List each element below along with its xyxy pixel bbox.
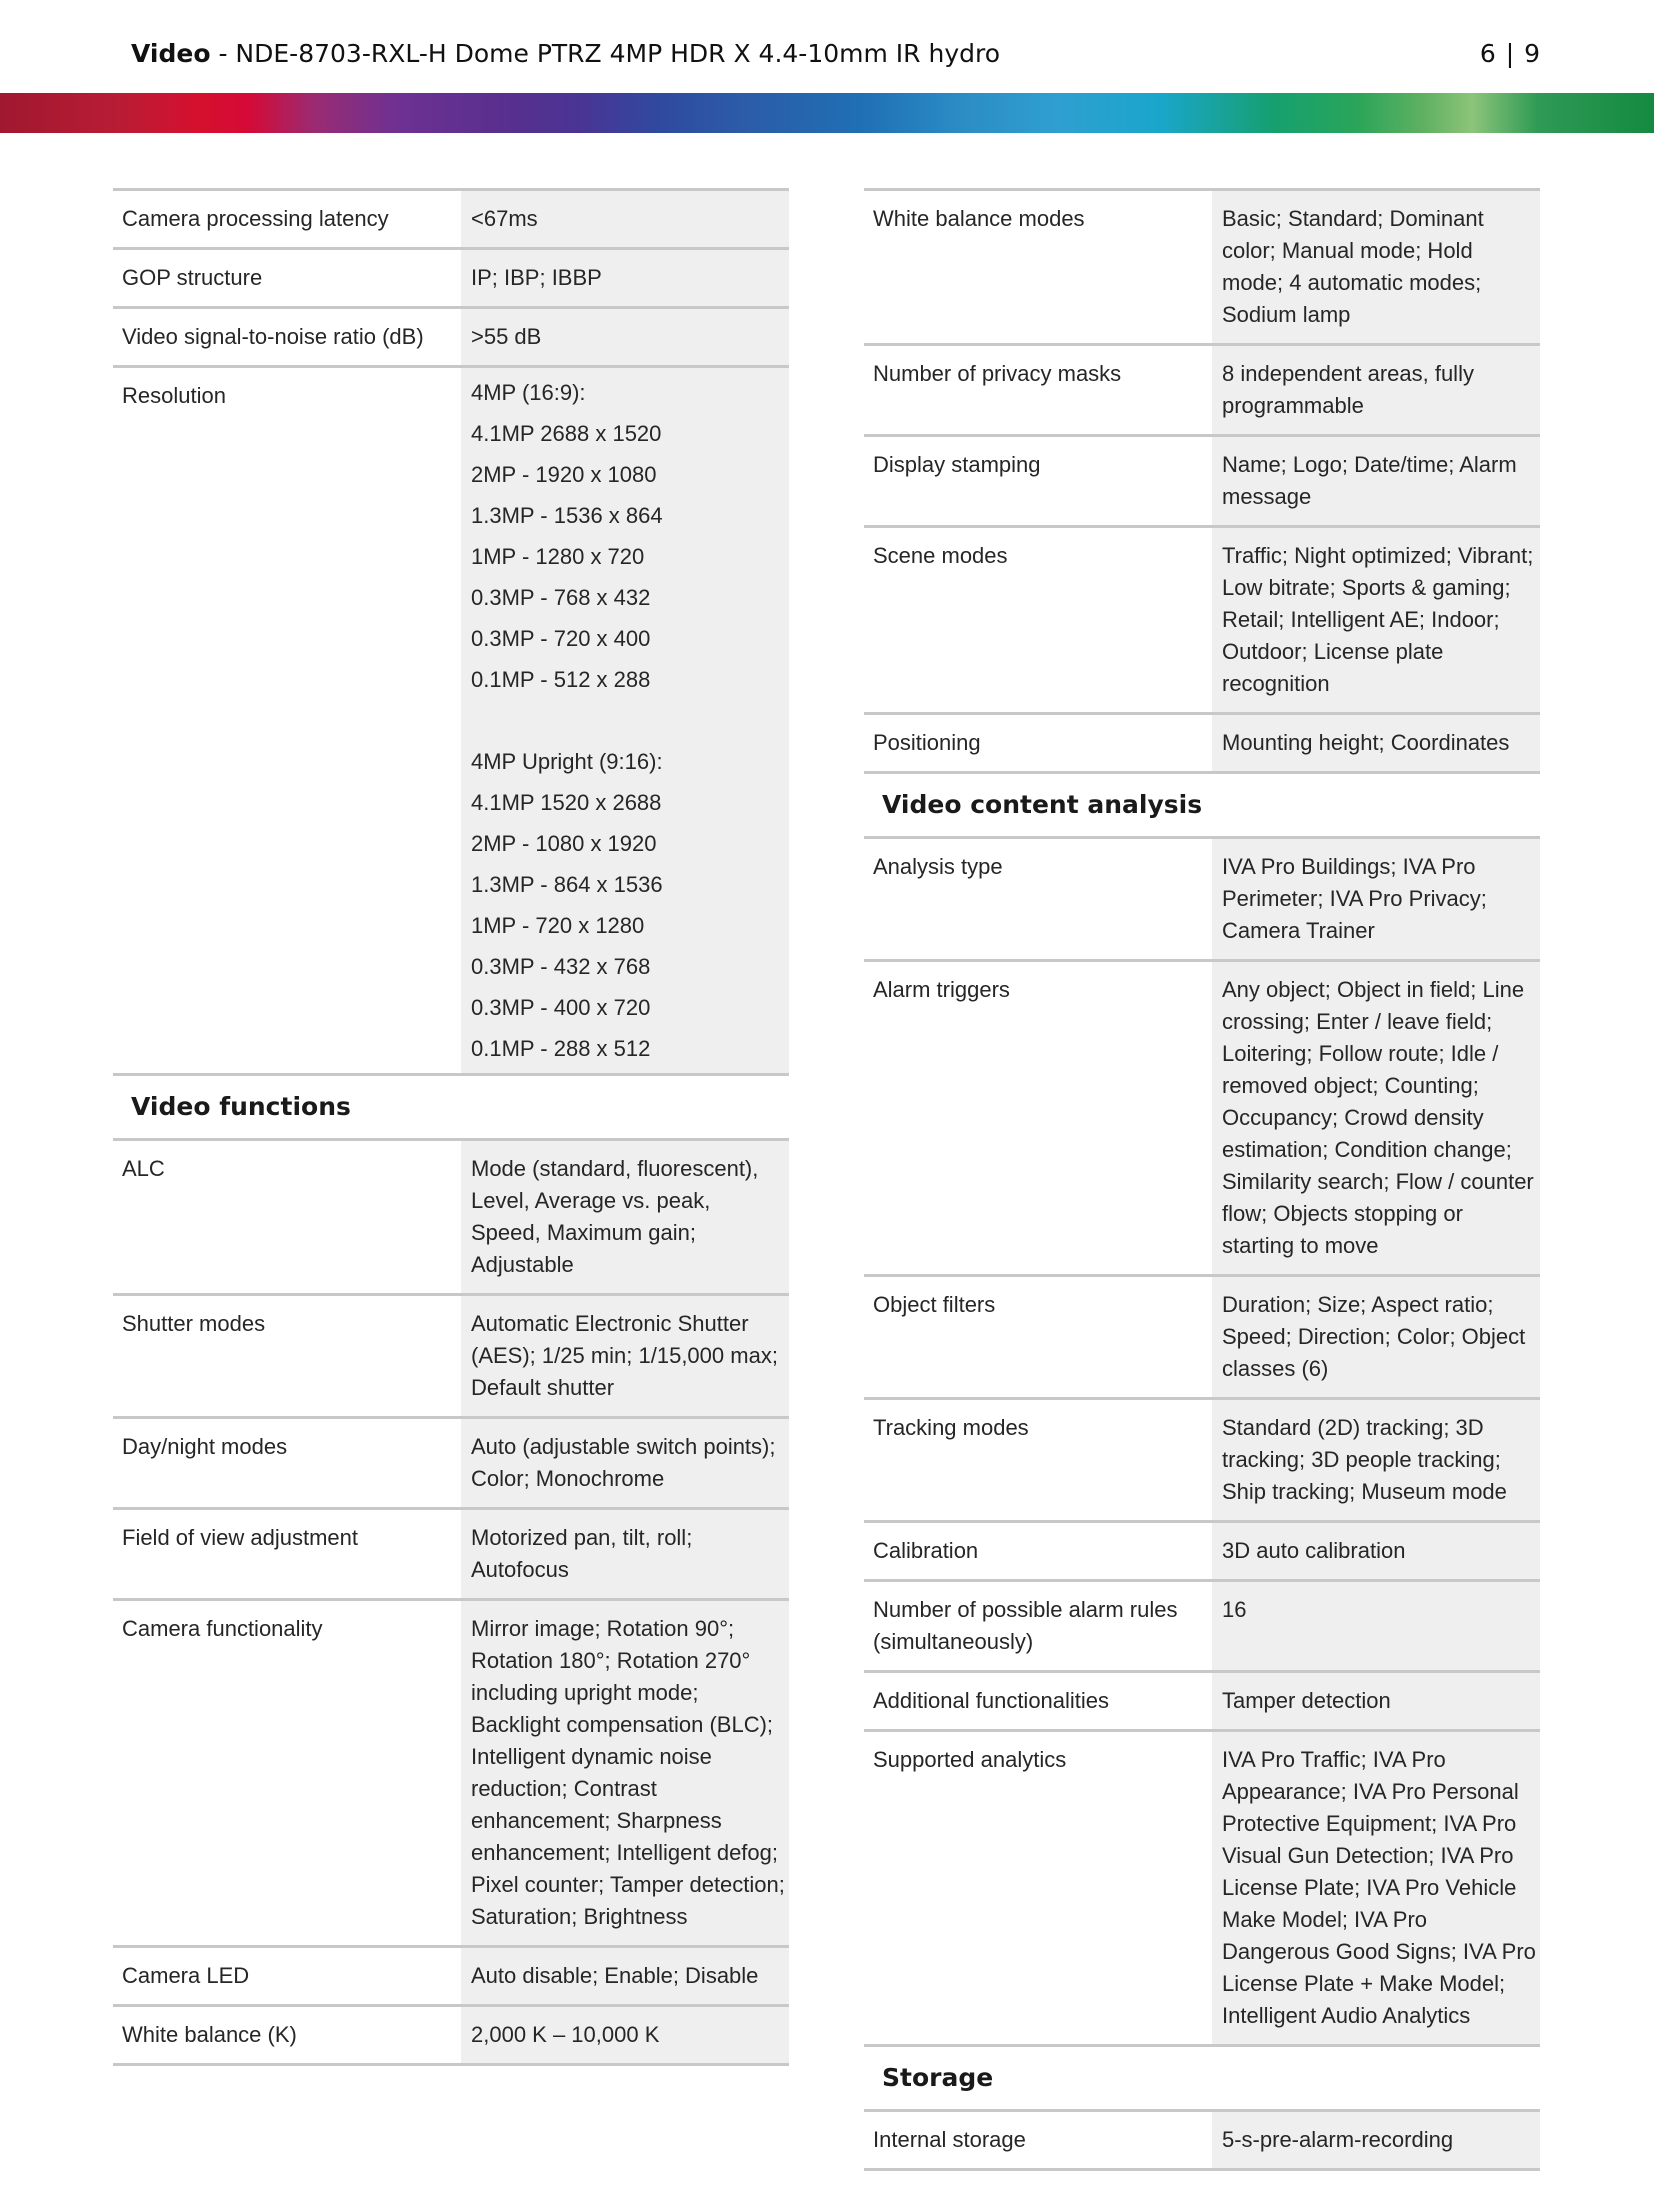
spec-label: Positioning xyxy=(864,714,1212,773)
spec-value: Mode (standard, fluorescent), Level, Average vs. peak, Speed, Maximum gain; Adjustable xyxy=(461,1140,789,1295)
spec-value: Tamper detection xyxy=(1212,1672,1540,1731)
spec-label: Internal storage xyxy=(864,2111,1212,2170)
spec-label: GOP structure xyxy=(113,249,461,308)
spec-row xyxy=(113,1509,789,1600)
section-heading-row xyxy=(864,773,1540,838)
resolution-item: 0.1MP - 512 x 288 xyxy=(471,667,651,692)
spec-row xyxy=(113,1140,789,1295)
page-header xyxy=(131,36,1541,70)
spec-value: Mirror image; Rotation 90°; Rotation 180°; Rotation 270° including upright mode; Backlight compensation (BLC); Intelligent dynamic noise reduction; Contrast enhancement; Sharpness enhancement; Intelligent defog; Pixel counter; Tamper detection; Saturation; Brightness xyxy=(461,1600,789,1947)
resolution-item: 2MP - 1080 x 1920 xyxy=(471,831,657,856)
spec-row xyxy=(113,1295,789,1418)
spec-row xyxy=(864,190,1540,345)
spec-value: Name; Logo; Date/time; Alarm message xyxy=(1212,436,1540,527)
spec-label: Video signal-to-noise ratio (dB) xyxy=(113,308,461,367)
spec-row xyxy=(864,436,1540,527)
spec-value: 5-s-pre-alarm-recording xyxy=(1212,2111,1540,2170)
resolution-item: 0.3MP - 768 x 432 xyxy=(471,585,651,610)
spec-label: Resolution xyxy=(113,367,461,1075)
title-product: - NDE-8703-RXL-H Dome PTRZ 4MP HDR X 4.4-10mm IR hydro xyxy=(210,38,1001,68)
resolution-item: 0.3MP - 720 x 400 xyxy=(471,626,651,651)
resolution-item: 4.1MP 1520 x 2688 xyxy=(471,790,662,815)
resolution-item: 4MP Upright (9:16): xyxy=(471,749,663,774)
spec-row xyxy=(864,1276,1540,1399)
spec-label: Calibration xyxy=(864,1522,1212,1581)
resolution-item: 1MP - 1280 x 720 xyxy=(471,544,645,569)
spec-row xyxy=(864,527,1540,714)
spec-row xyxy=(113,1600,789,1947)
section-heading-row xyxy=(113,1075,789,1140)
section-heading: Video functions xyxy=(113,1075,789,1140)
spec-row xyxy=(113,1418,789,1509)
spec-value: Auto (adjustable switch points); Color; Monochrome xyxy=(461,1418,789,1509)
spec-label: White balance (K) xyxy=(113,2006,461,2065)
spec-label: Alarm triggers xyxy=(864,961,1212,1276)
resolution-item: 0.1MP - 288 x 512 xyxy=(471,1036,651,1061)
spec-value: IVA Pro Buildings; IVA Pro Perimeter; IVA Pro Privacy; Camera Trainer xyxy=(1212,838,1540,961)
spec-value: Mounting height; Coordinates xyxy=(1212,714,1540,773)
spec-value: Automatic Electronic Shutter (AES); 1/25 min; 1/15,000 max; Default shutter xyxy=(461,1295,789,1418)
resolution-item: 1.3MP - 1536 x 864 xyxy=(471,503,663,528)
spec-label: Tracking modes xyxy=(864,1399,1212,1522)
spec-row xyxy=(113,308,789,367)
title-section: Video xyxy=(131,38,211,68)
spec-label: Scene modes xyxy=(864,527,1212,714)
spec-label: Number of possible alarm rules (simultaneously) xyxy=(864,1581,1212,1672)
spec-label: Day/night modes xyxy=(113,1418,461,1509)
spec-value: Motorized pan, tilt, roll; Autofocus xyxy=(461,1509,789,1600)
left-column xyxy=(113,188,789,2066)
spec-row xyxy=(864,345,1540,436)
section-heading-row xyxy=(864,2046,1540,2111)
resolution-item: 0.3MP - 432 x 768 xyxy=(471,954,651,979)
spec-value: 8 independent areas, fully programmable xyxy=(1212,345,1540,436)
spec-row xyxy=(864,1399,1540,1522)
spec-row xyxy=(864,2111,1540,2170)
spec-row xyxy=(113,1947,789,2006)
resolution-item: 2MP - 1920 x 1080 xyxy=(471,462,657,487)
spec-value: Basic; Standard; Dominant color; Manual mode; Hold mode; 4 automatic modes; Sodium lamp xyxy=(1212,190,1540,345)
spec-label: Number of privacy masks xyxy=(864,345,1212,436)
spec-label: Object filters xyxy=(864,1276,1212,1399)
resolution-item: 1.3MP - 864 x 1536 xyxy=(471,872,663,897)
spec-label: Analysis type xyxy=(864,838,1212,961)
resolution-item: 4MP (16:9): xyxy=(471,380,586,405)
right-column xyxy=(864,188,1540,2171)
document-title xyxy=(131,39,1000,68)
spec-value: Auto disable; Enable; Disable xyxy=(461,1947,789,2006)
spec-value: 2,000 K – 10,000 K xyxy=(461,2006,789,2065)
spec-row xyxy=(864,838,1540,961)
spec-row xyxy=(864,961,1540,1276)
page-number: 6 | 9 xyxy=(1479,38,1541,68)
resolution-spacer xyxy=(471,700,785,741)
section-heading: Video content analysis xyxy=(864,773,1540,838)
resolution-item: 1MP - 720 x 1280 xyxy=(471,913,645,938)
spec-label: Camera functionality xyxy=(113,1600,461,1947)
spec-value: 16 xyxy=(1212,1581,1540,1672)
spec-value: <67ms xyxy=(461,190,789,249)
spec-row xyxy=(864,1581,1540,1672)
section-heading: Storage xyxy=(864,2046,1540,2111)
spec-row-resolution xyxy=(113,367,789,1075)
spec-row xyxy=(864,714,1540,773)
spec-row xyxy=(113,249,789,308)
spec-value: 3D auto calibration xyxy=(1212,1522,1540,1581)
right-spec-table xyxy=(864,188,1540,2171)
spec-row xyxy=(864,1522,1540,1581)
spec-label: Display stamping xyxy=(864,436,1212,527)
color-band xyxy=(0,93,1654,133)
resolution-list xyxy=(461,367,789,1075)
spec-value: Traffic; Night optimized; Vibrant; Low bitrate; Sports & gaming; Retail; Intelligent AE; Indoor; Outdoor; License plate recognition xyxy=(1212,527,1540,714)
spec-label: ALC xyxy=(113,1140,461,1295)
spec-value: Duration; Size; Aspect ratio; Speed; Direction; Color; Object classes (6) xyxy=(1212,1276,1540,1399)
spec-label: White balance modes xyxy=(864,190,1212,345)
spec-row xyxy=(864,1731,1540,2046)
spec-value: >55 dB xyxy=(461,308,789,367)
spec-label: Shutter modes xyxy=(113,1295,461,1418)
spec-value: Any object; Object in field; Line crossing; Enter / leave field; Loitering; Follow route; Idle / removed object; Counting; Occupancy; Crowd density estimation; Condition change; Similarity search; Flow / counter flow; Objects stopping or starting to move xyxy=(1212,961,1540,1276)
spec-row xyxy=(113,2006,789,2065)
spec-label: Camera processing latency xyxy=(113,190,461,249)
spec-row xyxy=(864,1672,1540,1731)
spec-value: IVA Pro Traffic; IVA Pro Appearance; IVA Pro Personal Protective Equipment; IVA Pro Visual Gun Detection; IVA Pro License Plate; IVA Pro Vehicle Make Model; IVA Pro Dangerous Good Signs; IVA Pro License Plate + Make Model; Intelligent Audio Analytics xyxy=(1212,1731,1540,2046)
spec-value: Standard (2D) tracking; 3D tracking; 3D people tracking; Ship tracking; Museum mode xyxy=(1212,1399,1540,1522)
resolution-item: 4.1MP 2688 x 1520 xyxy=(471,421,662,446)
spec-label: Camera LED xyxy=(113,1947,461,2006)
left-spec-table xyxy=(113,188,789,2066)
spec-label: Additional functionalities xyxy=(864,1672,1212,1731)
spec-label: Field of view adjustment xyxy=(113,1509,461,1600)
spec-row xyxy=(113,190,789,249)
resolution-item: 0.3MP - 400 x 720 xyxy=(471,995,651,1020)
spec-value: IP; IBP; IBBP xyxy=(461,249,789,308)
spec-label: Supported analytics xyxy=(864,1731,1212,2046)
